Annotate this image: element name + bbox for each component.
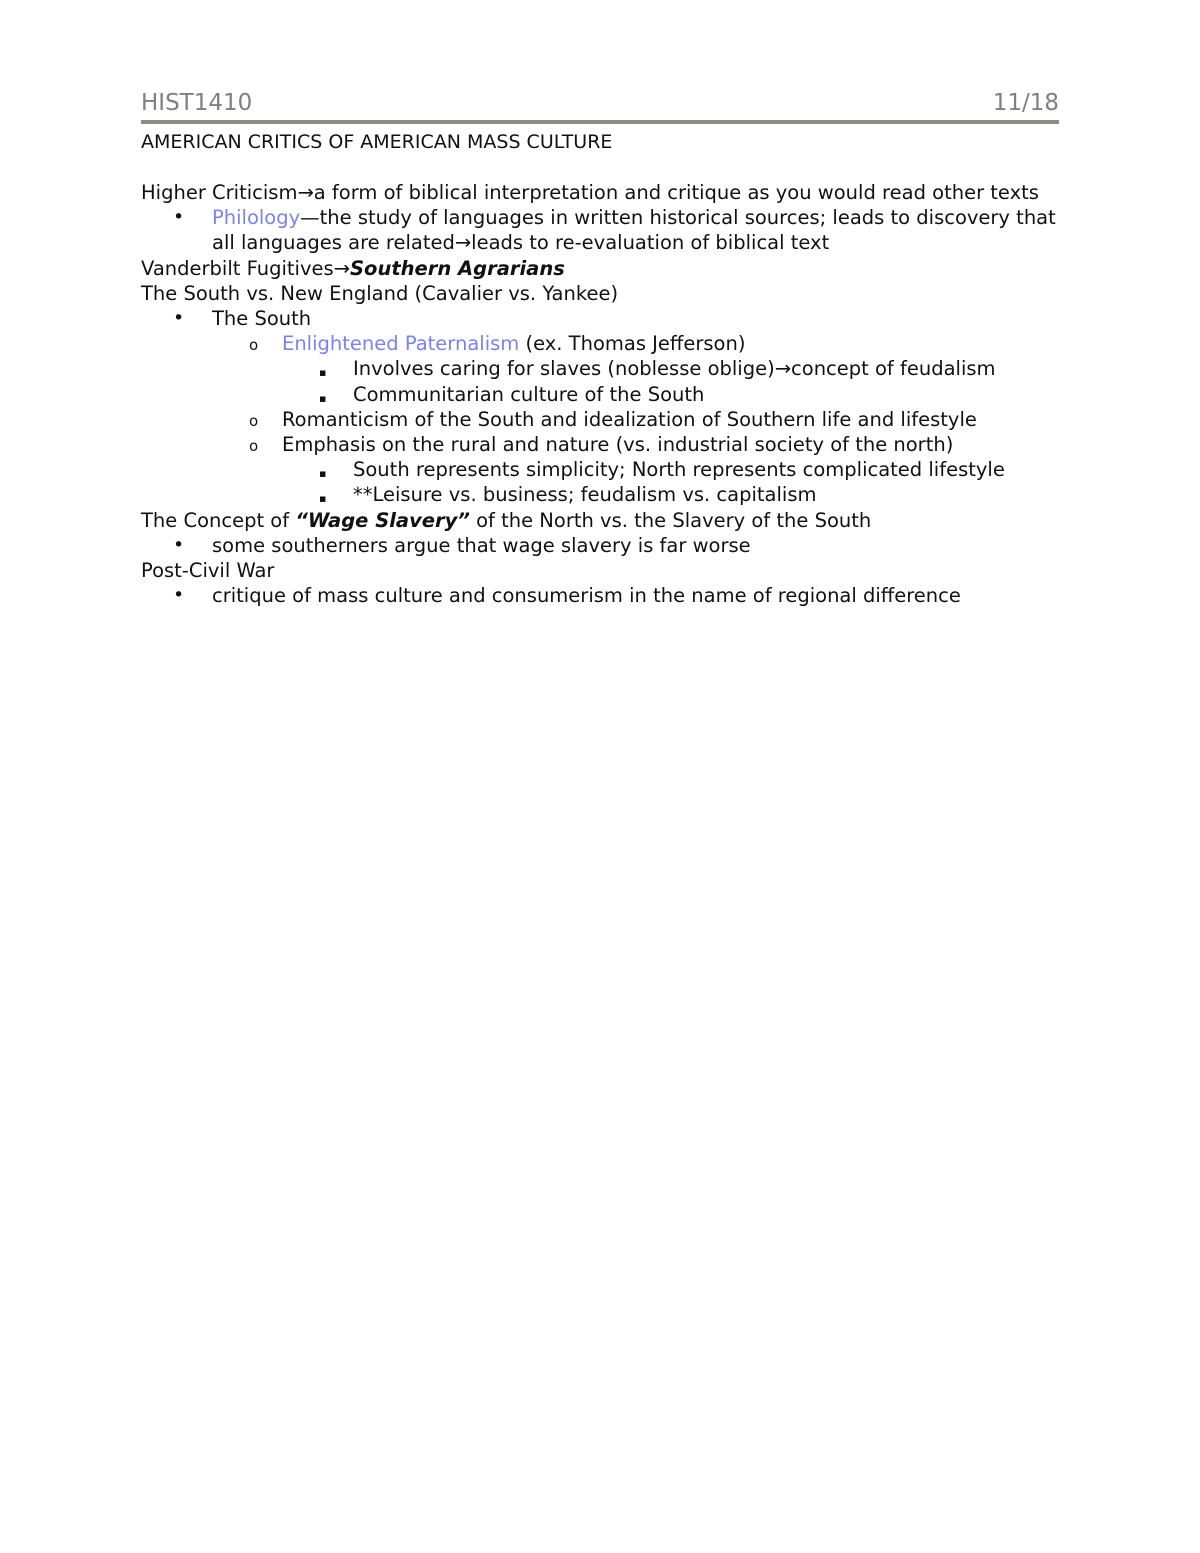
paternalism-text: (ex. Thomas Jefferson)	[519, 332, 746, 356]
wage-slavery-suffix: of the North vs. the Slavery of the South	[469, 508, 872, 532]
wage-slavery-term: “Wage Slavery”	[295, 508, 470, 532]
lecture-date: 11/18	[992, 90, 1059, 116]
list-item	[141, 205, 1059, 255]
leisure-vs-business: **Leisure vs. business; feudalism vs. capitalism	[353, 483, 817, 507]
note-post-civil-war: Post-Civil War	[141, 559, 275, 583]
document-page	[141, 88, 1059, 608]
list-item	[141, 533, 1059, 558]
square-bullet-icon: ▪	[319, 492, 327, 506]
note-south-vs-new-england: The South vs. New England (Cavalier vs. Yankee)	[141, 281, 619, 305]
note-higher-criticism: Higher Criticism→a form of biblical interpretation and critique as you would read other texts	[141, 181, 1039, 204]
philology-term: Philology	[212, 206, 301, 230]
square-bullet-icon: ▪	[319, 391, 327, 405]
noblesse-oblige: Involves caring for slaves (noblesse oblige)→concept of feudalism	[353, 357, 996, 381]
bullet-icon: •	[173, 206, 185, 229]
list-item	[141, 331, 1059, 356]
course-code: HIST1410	[141, 90, 253, 116]
romanticism: Romanticism of the South and idealization of Southern life and lifestyle	[282, 407, 977, 431]
list-item	[141, 382, 1059, 407]
southern-agrarians: Southern Agrarians	[350, 256, 565, 280]
circle-bullet-icon: o	[249, 336, 259, 355]
list-item	[141, 482, 1059, 507]
bullet-icon: •	[173, 307, 185, 330]
page-header	[141, 88, 1059, 124]
wage-slavery-bullet: some southerners argue that wage slavery is far worse	[212, 533, 751, 557]
bullet-icon: •	[173, 584, 185, 607]
note-wage-slavery	[141, 508, 1059, 533]
bullet-icon: •	[173, 533, 185, 556]
circle-bullet-icon: o	[249, 411, 259, 430]
wage-slavery-prefix: The Concept of	[141, 508, 296, 532]
list-item	[141, 457, 1059, 482]
the-south: The South	[212, 307, 312, 331]
paternalism-term: Enlightened Paternalism	[282, 332, 520, 356]
list-item	[141, 407, 1059, 432]
circle-bullet-icon: o	[249, 437, 259, 456]
notes-body	[141, 180, 1059, 608]
philology-text: —the study of languages in written historical sources; leads to discovery that all languages are related→leads to re-evaluation of biblical text	[212, 206, 1056, 255]
list-item	[141, 583, 1059, 608]
list-item	[141, 306, 1059, 331]
square-bullet-icon: ▪	[319, 366, 327, 380]
rural-emphasis: Emphasis on the rural and nature (vs. industrial society of the north)	[282, 433, 954, 457]
simplicity: South represents simplicity; North represents complicated lifestyle	[353, 458, 1005, 482]
square-bullet-icon: ▪	[319, 467, 327, 481]
communitarian: Communitarian culture of the South	[353, 382, 705, 406]
post-civil-war-bullet: critique of mass culture and consumerism in the name of regional difference	[212, 584, 961, 608]
list-item	[141, 356, 1059, 381]
vanderbilt-prefix: Vanderbilt Fugitives→	[141, 256, 350, 280]
document-title: AMERICAN CRITICS OF AMERICAN MASS CULTURE	[141, 131, 613, 153]
note-vanderbilt	[141, 256, 1059, 281]
list-item	[141, 432, 1059, 457]
